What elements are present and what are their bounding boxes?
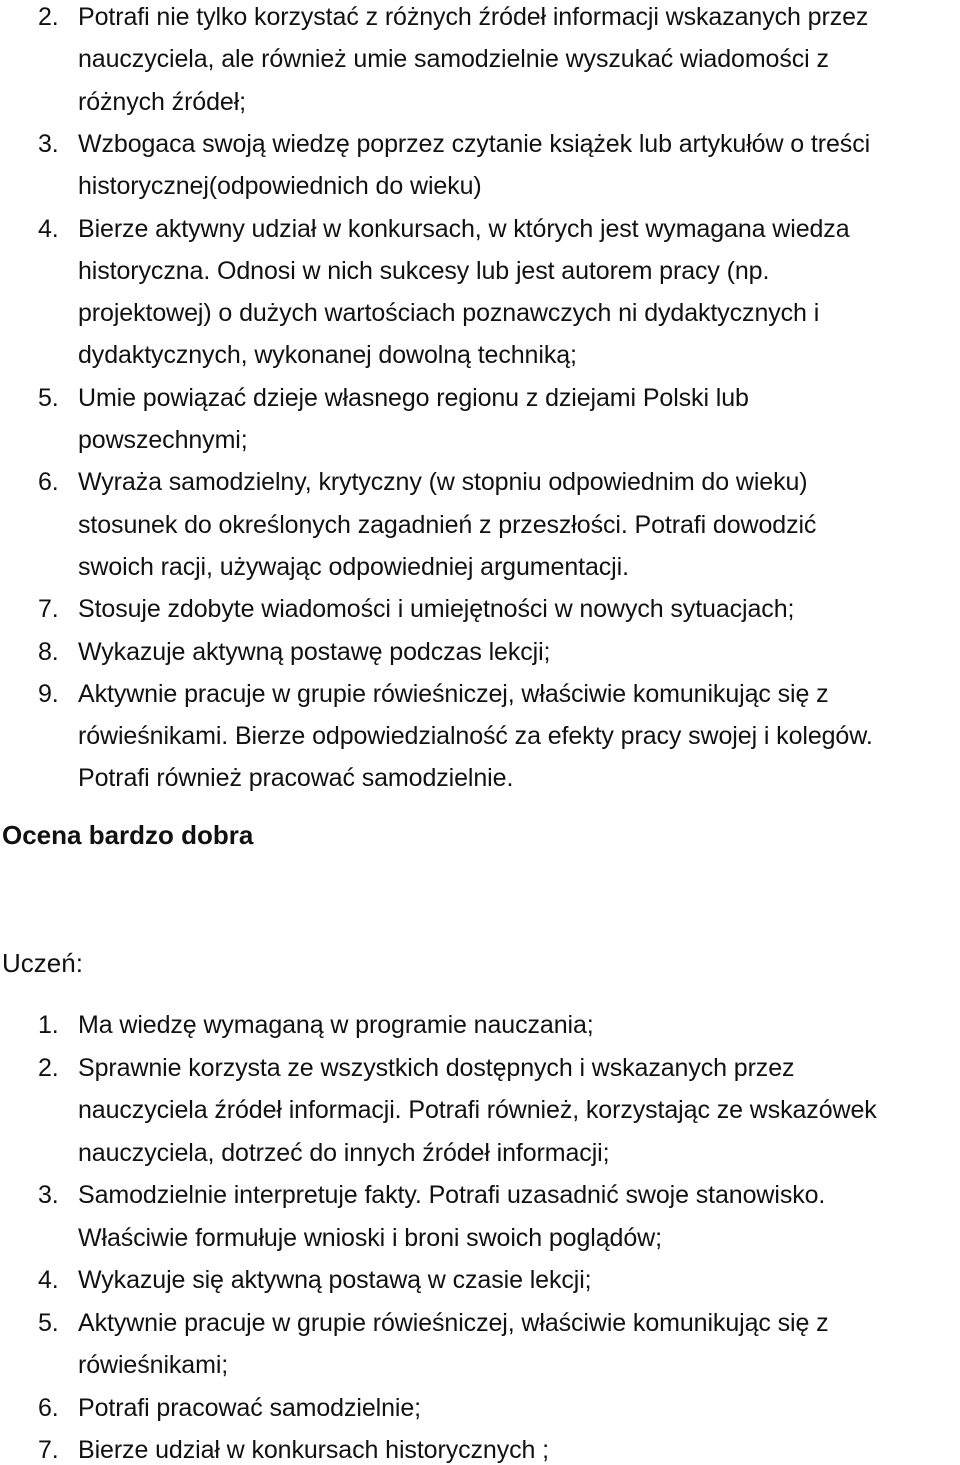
list-item-text: Wykazuje aktywną postawę podczas lekcji; [78,637,551,666]
list-item-text: Potrafi nie tylko korzystać z różnych źródeł informacji wskazanych przez [78,3,869,31]
list-item-text: Ma wiedzę wymaganą w programie nauczania; [78,1011,594,1039]
list-item-text: Aktywnie pracuje w grupie rówieśniczej, właściwie komunikując się z [78,1308,829,1337]
list-item-text: swoich racji, używając odpowiedniej argumentacji. [78,552,629,581]
list-item-number: 1. [38,1011,59,1039]
list-item-text: Aktywnie pracuje w grupie rówieśniczej, właściwie komunikując się z [78,679,829,708]
list-item-number: 9. [38,679,59,708]
list-item-number: 2. [38,3,59,31]
list-item-number: 3. [38,129,59,158]
list-item-text: powszechnymi; [78,426,248,454]
list-item-text: Wyraża samodzielny, krytyczny (w stopniu odpowiednim do wieku) [78,468,808,497]
list-item-text: Stosuje zdobyte wiadomości i umiejętności w nowych sytuacjach; [78,595,795,624]
list-item-text: rówieśnikami. Bierze odpowiedzialność za efekty pracy swojej i kolegów. [78,722,873,751]
list-item-text: Samodzielnie interpretuje fakty. Potrafi uzasadnić swoje stanowisko. [78,1181,826,1209]
list-item-text: Potrafi również pracować samodzielnie. [78,764,514,793]
list-item-text: projektowej) o dużych wartościach poznawczych ni dydaktycznych i [78,299,820,328]
list-item-text: Bierze aktywny udział w konkursach, w których jest wymagana wiedza [78,214,850,243]
list-item-text: dydaktycznych, wykonanej dowolną techniką; [78,341,577,370]
list-item-text: Wykazuje się aktywną postawą w czasie lekcji; [78,1266,592,1294]
list-item-number: 7. [38,595,59,624]
list-item-number: 5. [38,1308,59,1337]
list-item-text: Sprawnie korzysta ze wszystkich dostępnych i wskazanych przez [78,1053,795,1082]
list-item-number: 8. [38,637,59,666]
list-item-text: Potrafi pracować samodzielnie; [78,1393,421,1422]
list-item-text: stosunek do określonych zagadnień z przeszłości. Potrafi dowodzić [78,510,817,539]
list-item-text: nauczyciela, dotrzeć do innych źródeł informacji; [78,1138,610,1167]
grade-heading: Ocena bardzo dobra [2,820,254,850]
list-item-number: 6. [38,1393,59,1422]
list-item-text: różnych źródeł; [78,87,247,116]
list-item-text: nauczyciela, ale również umie samodzielnie wyszukać wiadomości z [78,45,829,74]
list-item-text: historycznej(odpowiednich do wieku) [78,172,482,201]
list-item-number: 4. [38,1266,59,1294]
student-label: Uczeń: [2,948,83,978]
list-item-text: Właściwie formułuje wnioski i broni swoich poglądów; [78,1223,662,1252]
list-item-text: nauczyciela źródeł informacji. Potrafi również, korzystając ze wskazówek [78,1096,877,1124]
list-item-text: Umie powiązać dzieje własnego regionu z dziejami Polski lub [78,383,749,412]
list-item-text: Wzbogaca swoją wiedzę poprzez czytanie książek lub artykułów o treści [78,129,871,158]
list-item-number: 4. [38,214,59,243]
list-item-text: historyczna. Odnosi w nich sukcesy lub jest autorem pracy (np. [78,256,770,285]
list-item-text: rówieśnikami; [78,1351,229,1379]
list-item-number: 7. [38,1436,59,1464]
list-item-number: 5. [38,383,59,412]
list-item-number: 3. [38,1181,59,1209]
list-item-number: 6. [38,468,59,497]
list-item-text: Bierze udział w konkursach historycznych ; [78,1436,549,1464]
list-item-number: 2. [38,1053,59,1082]
